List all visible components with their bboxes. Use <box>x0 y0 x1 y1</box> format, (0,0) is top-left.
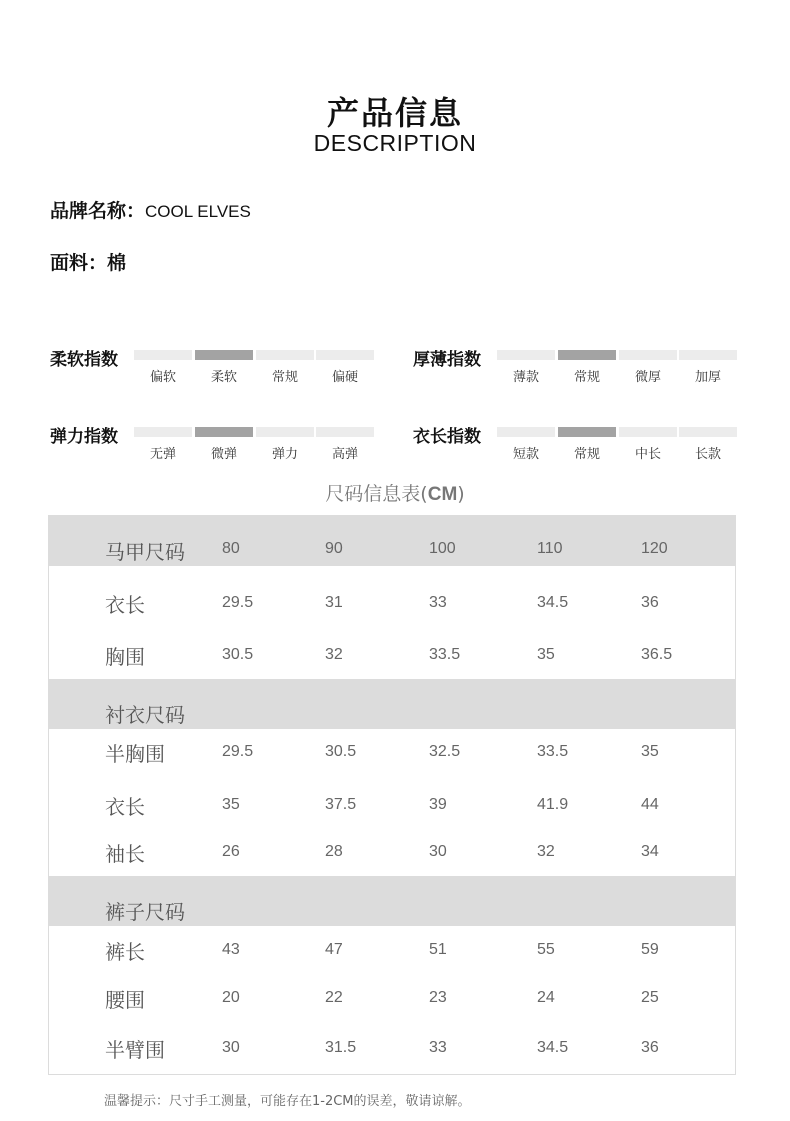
index-segment-selected <box>558 427 616 437</box>
table-cell: 33 <box>429 594 447 611</box>
index-segment <box>316 350 374 360</box>
index-option-label: 常规 <box>573 447 600 462</box>
index-segment <box>619 427 677 437</box>
index-segment <box>256 427 314 437</box>
table-cell: 36.5 <box>641 646 673 663</box>
index-segment <box>134 427 192 437</box>
index-option-label: 中长 <box>634 447 661 462</box>
table-cell: 31 <box>325 594 343 611</box>
size-table-title-end: ) <box>457 483 465 505</box>
table-cell: 30 <box>222 1039 240 1056</box>
section-title: 衬衣尺码 <box>105 703 185 727</box>
table-cell: 51 <box>429 941 447 958</box>
index-label: 柔软指数 <box>50 350 118 370</box>
size-header-cell: 80 <box>222 540 240 557</box>
index-option-label: 常规 <box>271 370 298 385</box>
fabric-value: 棉 <box>107 252 127 274</box>
table-cell: 36 <box>641 1039 659 1056</box>
table-cell: 32 <box>537 843 555 860</box>
page-subtitle: DESCRIPTION <box>313 130 477 156</box>
size-header-cell: 120 <box>641 540 668 557</box>
brand-label: 品牌名称： <box>50 200 146 222</box>
index-segment <box>134 350 192 360</box>
row-label: 半胸围 <box>105 742 165 766</box>
index-option-label: 微弹 <box>210 447 237 462</box>
section-title: 裤子尺码 <box>105 900 185 924</box>
table-cell: 30.5 <box>222 646 254 663</box>
index-option-label: 偏硬 <box>331 370 358 385</box>
brand-value: COOL ELVES <box>145 202 251 221</box>
row-label: 腰围 <box>105 988 145 1012</box>
table-cell: 36 <box>641 594 659 611</box>
table-cell: 30 <box>429 843 447 860</box>
index-option-label: 常规 <box>573 370 600 385</box>
row-label: 半臂围 <box>105 1038 165 1062</box>
size-header-cell: 110 <box>537 540 563 557</box>
index-segment <box>679 350 737 360</box>
index-label: 厚薄指数 <box>413 350 481 370</box>
table-cell: 35 <box>222 796 240 813</box>
table-cell: 32.5 <box>429 743 461 760</box>
fabric-label: 面料： <box>50 252 108 274</box>
index-segment <box>256 350 314 360</box>
fabric-line <box>50 248 126 275</box>
index-option-label: 加厚 <box>694 370 721 385</box>
index-option-label: 薄款 <box>512 370 539 385</box>
table-cell: 34.5 <box>537 594 569 611</box>
table-cell: 44 <box>641 796 659 813</box>
table-cell: 35 <box>537 646 555 663</box>
table-cell: 34.5 <box>537 1039 569 1056</box>
table-cell: 55 <box>537 941 555 958</box>
table-cell: 37.5 <box>325 796 357 813</box>
table-cell: 34 <box>641 843 659 860</box>
section-title: 马甲尺码 <box>105 540 185 564</box>
index-label: 衣长指数 <box>413 427 481 447</box>
table-cell: 20 <box>222 989 240 1006</box>
table-cell: 31.5 <box>325 1039 357 1056</box>
table-cell: 41.9 <box>537 796 569 813</box>
index-option-label: 高弹 <box>331 447 358 462</box>
table-cell: 32 <box>325 646 343 663</box>
index-segment-selected <box>195 427 253 437</box>
table-cell: 59 <box>641 941 659 958</box>
table-cell: 47 <box>325 941 343 958</box>
index-segment <box>497 350 555 360</box>
index-option-label: 无弹 <box>149 447 176 462</box>
index-segment <box>679 427 737 437</box>
table-cell: 29.5 <box>222 743 254 760</box>
table-cell: 26 <box>222 843 240 860</box>
row-label: 胸围 <box>105 645 145 669</box>
index-option-label: 偏软 <box>149 370 176 385</box>
table-cell: 25 <box>641 989 659 1006</box>
measurement-note: 温馨提示：尺寸手工测量，可能存在1-2CM的误差，敬请谅解。 <box>104 1094 471 1109</box>
table-cell: 23 <box>429 989 447 1006</box>
page-title: 产品信息 <box>326 94 463 132</box>
index-segment <box>619 350 677 360</box>
index-option-label: 弹力 <box>271 447 298 462</box>
table-cell: 29.5 <box>222 594 254 611</box>
index-option-label: 短款 <box>512 447 539 462</box>
size-header-cell: 100 <box>429 540 456 557</box>
table-cell: 30.5 <box>325 743 357 760</box>
index-option-label: 微厚 <box>634 370 661 385</box>
row-label: 衣长 <box>105 593 145 617</box>
size-table-unit: CM <box>427 484 458 505</box>
table-cell: 33.5 <box>429 646 461 663</box>
index-label: 弹力指数 <box>50 427 118 447</box>
row-label: 袖长 <box>105 842 145 866</box>
index-segment <box>497 427 555 437</box>
table-cell: 24 <box>537 989 555 1006</box>
size-table <box>48 515 736 1075</box>
index-segment <box>316 427 374 437</box>
table-cell: 43 <box>222 941 240 958</box>
table-cell: 35 <box>641 743 659 760</box>
size-table-title-text: 尺码信息表( <box>325 483 428 505</box>
brand-line <box>50 196 251 223</box>
index-segment-selected <box>558 350 616 360</box>
table-cell: 22 <box>325 989 343 1006</box>
table-cell: 28 <box>325 843 343 860</box>
table-cell: 39 <box>429 796 447 813</box>
index-segment-selected <box>195 350 253 360</box>
index-option-label: 柔软 <box>210 370 237 385</box>
row-label: 衣长 <box>105 795 145 819</box>
size-header-cell: 90 <box>325 540 343 557</box>
index-option-label: 长款 <box>694 447 721 462</box>
table-cell: 33.5 <box>537 743 569 760</box>
size-table-title <box>0 479 790 506</box>
row-label: 裤长 <box>105 940 145 964</box>
table-cell: 33 <box>429 1039 447 1056</box>
